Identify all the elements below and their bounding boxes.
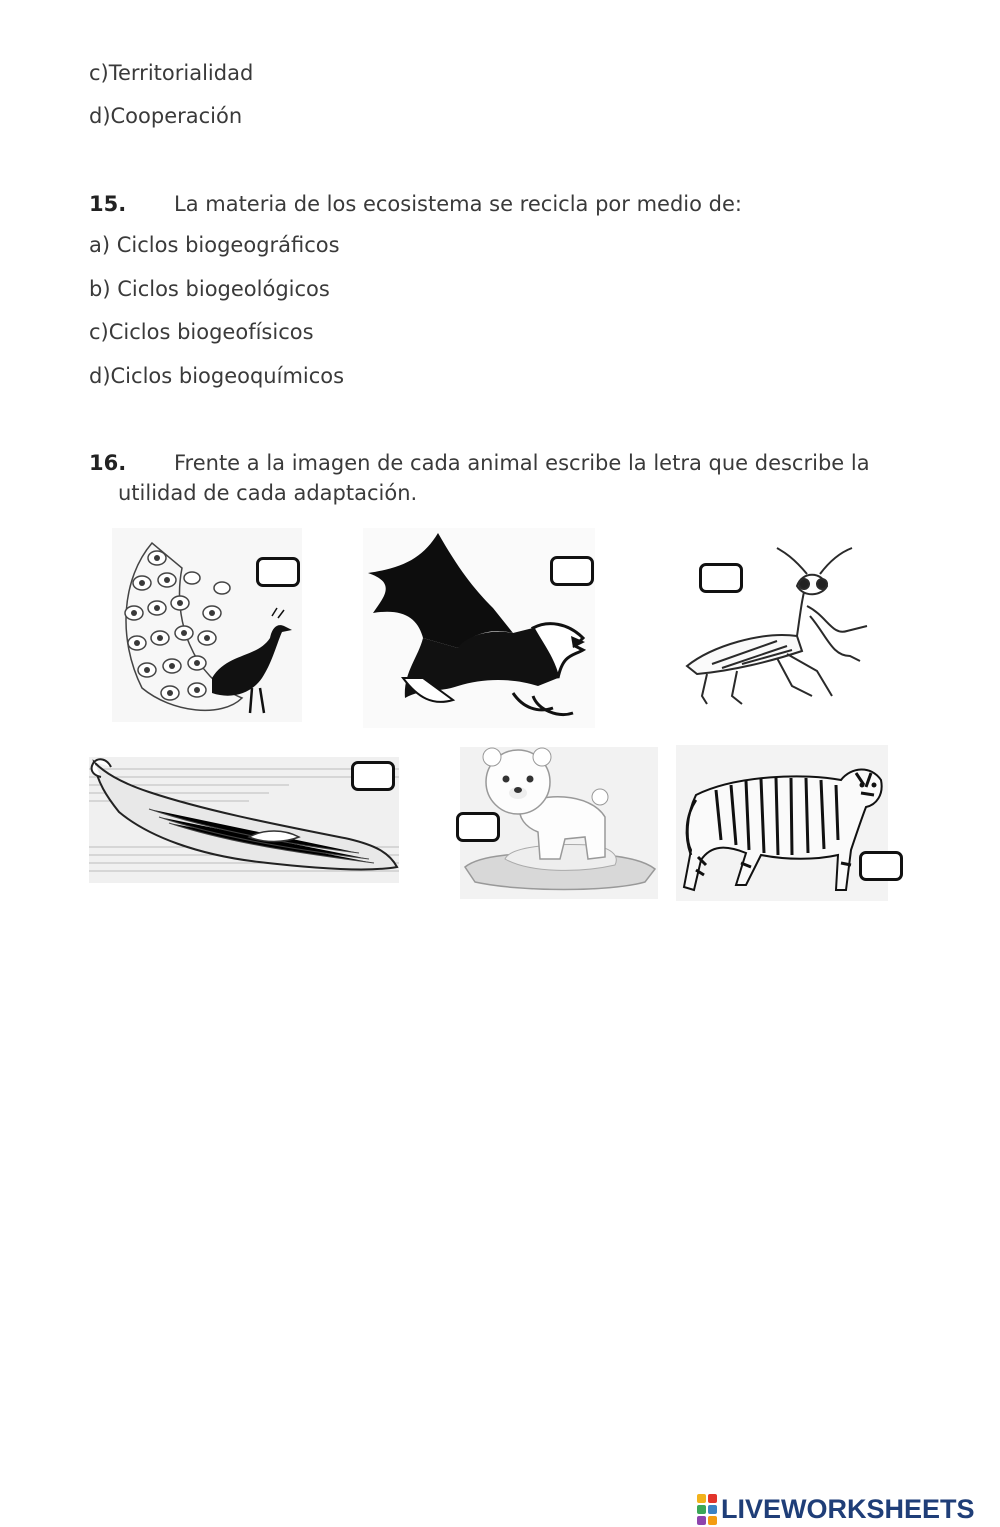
liveworksheets-text: LIVEWORKSHEETS	[721, 1493, 975, 1524]
icon-block	[708, 1494, 717, 1503]
q15-option-a: a) Ciclos biogeográficos	[89, 233, 340, 257]
icon-block	[708, 1505, 717, 1514]
q14-option-c: c)Territorialidad	[89, 61, 254, 85]
tiger-image	[676, 745, 888, 901]
icon-block	[697, 1505, 706, 1514]
liveworksheets-icon	[697, 1494, 717, 1525]
icon-block	[697, 1494, 706, 1503]
answer-box-whale[interactable]	[351, 761, 395, 791]
answer-box-eagle[interactable]	[550, 556, 594, 586]
q15-option-d: d)Ciclos biogeoquímicos	[89, 364, 345, 388]
icon-block	[708, 1516, 717, 1525]
answer-box-tiger[interactable]	[859, 851, 903, 881]
q15-question: La materia de los ecosistema se recicla por medio de:	[174, 192, 742, 216]
liveworksheets-logo	[697, 1491, 975, 1527]
q16-question-line1: Frente a la imagen de cada animal escribe la letra que describe la	[174, 451, 870, 475]
q15-option-b: b) Ciclos biogeológicos	[89, 277, 330, 301]
q16-number: 16.	[89, 451, 127, 475]
answer-box-polar-bear[interactable]	[456, 812, 500, 842]
q16-question-line2: utilidad de cada adaptación.	[118, 481, 418, 505]
answer-box-peacock[interactable]	[256, 557, 300, 587]
q14-option-d: d)Cooperación	[89, 104, 243, 128]
q15-option-c: c)Ciclos biogeofísicos	[89, 320, 314, 344]
q15-number: 15.	[89, 192, 127, 216]
answer-box-mantis[interactable]	[699, 563, 743, 593]
icon-block	[697, 1516, 706, 1525]
